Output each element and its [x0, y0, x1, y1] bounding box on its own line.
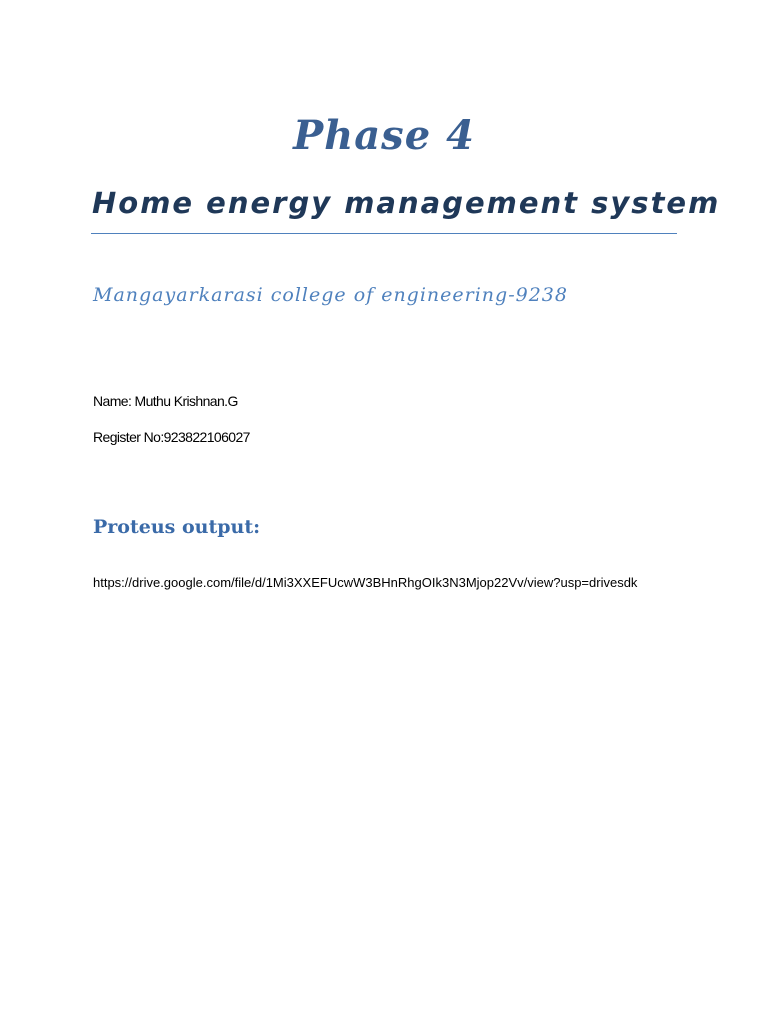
- phase-title: Phase 4: [293, 112, 475, 159]
- college-name: Mangayarkarasi college of engineering-9238: [93, 284, 568, 306]
- title-underline-divider: [91, 233, 677, 234]
- proteus-output-heading: Proteus output:: [93, 516, 261, 538]
- student-name: Name: Muthu Krishnan.G: [93, 393, 238, 409]
- system-title: Home energy management system: [92, 186, 721, 220]
- register-number: Register No:923822106027: [93, 429, 250, 445]
- drive-link[interactable]: https://drive.google.com/file/d/1Mi3XXEFUcwW3BHnRhgOIk3N3Mjop22Vv/view?usp=drivesdk: [93, 575, 638, 590]
